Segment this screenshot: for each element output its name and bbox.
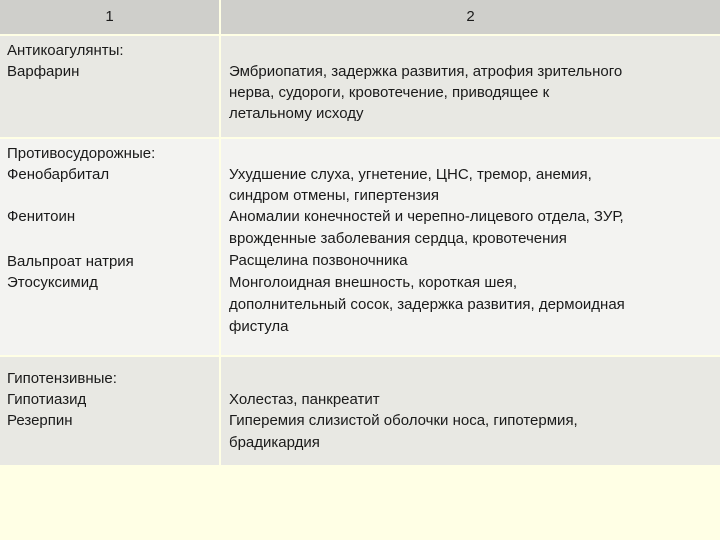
effects-cell bbox=[221, 139, 720, 355]
drug-group-label: Антикоагулянты: bbox=[7, 42, 124, 59]
effect-line: врожденные заболевания сердца, кровотечения bbox=[229, 230, 567, 247]
header-cell-1: 1 bbox=[0, 0, 219, 34]
drug-name: Гипотиазид bbox=[7, 391, 87, 408]
effect-line: дополнительный сосок, задержка развития, дермоидная bbox=[229, 296, 625, 313]
effect-line: Эмбриопатия, задержка развития, атрофия зрительного bbox=[229, 63, 623, 80]
effect-line: синдром отмены, гипертензия bbox=[229, 187, 440, 204]
drug-name: Фенитоин bbox=[7, 208, 76, 225]
table-header-row bbox=[0, 0, 720, 34]
table-row-antihypertensives bbox=[0, 357, 720, 465]
table-row-anticoagulants bbox=[0, 36, 720, 137]
drug-group-label: Противосудорожные: bbox=[7, 145, 156, 162]
drug-cell bbox=[0, 357, 219, 465]
drug-name: Этосуксимид bbox=[7, 274, 98, 291]
drug-name: Вальпроат натрия bbox=[7, 253, 134, 270]
drug-name: Фенобарбитал bbox=[7, 166, 110, 183]
drug-name: Резерпин bbox=[7, 412, 73, 429]
drug-name: Варфарин bbox=[7, 63, 80, 80]
drug-group-label: Гипотензивные: bbox=[7, 370, 117, 387]
drug-cell bbox=[0, 139, 219, 355]
effect-line: Монголоидная внешность, короткая шея, bbox=[229, 274, 518, 291]
effects-cell bbox=[221, 36, 720, 137]
effect-line: Холестаз, панкреатит bbox=[229, 391, 380, 408]
effect-line: летальному исходу bbox=[229, 105, 364, 122]
effect-line: Аномалии конечностей и черепно-лицевого отдела, ЗУР, bbox=[229, 208, 624, 225]
effect-line: Гиперемия слизистой оболочки носа, гипотермия, bbox=[229, 412, 578, 429]
effect-line: нерва, судороги, кровотечение, приводящее к bbox=[229, 84, 550, 101]
table-row-anticonvulsants bbox=[0, 139, 720, 355]
effects-cell bbox=[221, 357, 720, 465]
effect-line: Ухудшение слуха, угнетение, ЦНС, тремор, анемия, bbox=[229, 166, 592, 183]
effect-line: брадикардия bbox=[229, 434, 320, 451]
effect-line: Расщелина позвоночника bbox=[229, 252, 408, 269]
header-cell-2: 2 bbox=[221, 0, 720, 34]
effect-line: фистула bbox=[229, 318, 289, 335]
drug-cell bbox=[0, 36, 219, 137]
